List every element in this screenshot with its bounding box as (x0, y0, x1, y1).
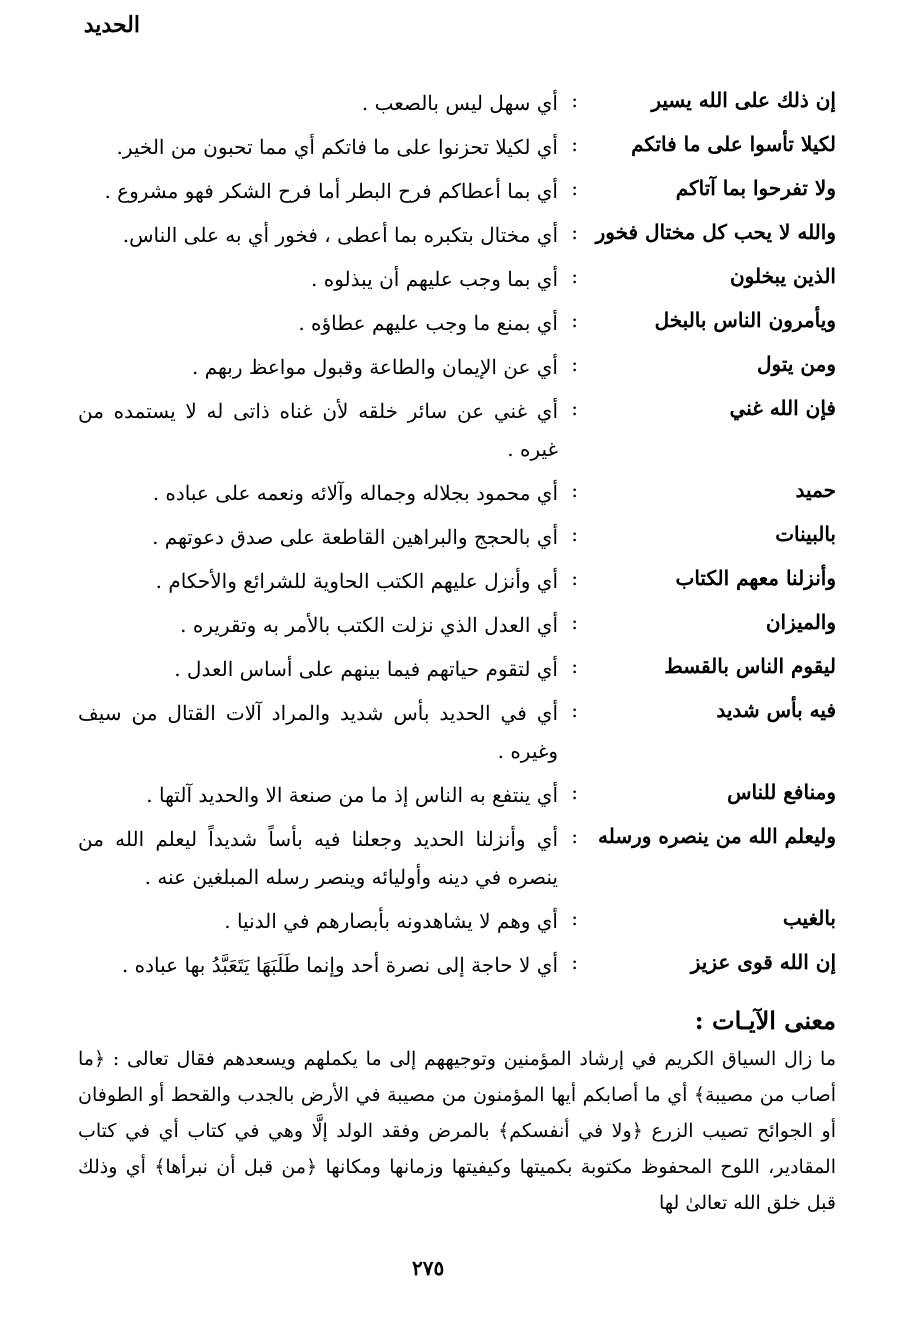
glossary-definition: أي لكيلا تحزنوا على ما فاتكم أي مما تحبون من الخير. (116, 135, 558, 159)
glossary-row (78, 386, 836, 468)
glossary-row (78, 78, 836, 122)
glossary-term: لكيلا تأسوا على ما فاتكم (631, 132, 836, 156)
separator-colon: : (571, 950, 578, 974)
glossary-row (78, 512, 836, 556)
separator-colon: : (571, 308, 578, 332)
glossary-row (78, 896, 836, 940)
glossary-row (78, 342, 836, 386)
separator-colon: : (571, 176, 578, 200)
glossary-row (78, 210, 836, 254)
glossary-term: إن ذلك على الله يسير (651, 88, 836, 112)
glossary-definition: أي وأنزلنا الحديد وجعلنا فيه بأساً شديداً ليعلم الله من ينصره في دينه وأوليائه وينصر رسله المبلغين عنه . (78, 827, 558, 889)
verses-meaning-section (78, 1006, 836, 1221)
glossary-definition: أي مختال بتكبره بما أعطى ، فخور أي به على الناس. (122, 223, 558, 247)
separator-colon: : (571, 132, 578, 156)
separator-colon: : (571, 264, 578, 288)
glossary-term: بالغيب (782, 906, 836, 930)
glossary-term: ولا تفرحوا بما آتاكم (675, 176, 836, 200)
separator-colon: : (571, 88, 578, 112)
running-header: الحديد (83, 12, 140, 38)
glossary-row (78, 688, 836, 770)
glossary-term: ومنافع للناس (727, 780, 836, 804)
glossary-row (78, 468, 836, 512)
section-heading: معنى الآيـات : (694, 1006, 836, 1035)
separator-colon: : (571, 780, 578, 804)
glossary-term: ليقوم الناس بالقسط (664, 654, 836, 678)
glossary-term: ومن يتول (756, 352, 836, 376)
glossary-definition: أي لا حاجة إلى نصرة أحد وإنما طَلَبَهَا يَتَعَبَّدُ بها عباده . (121, 953, 558, 977)
glossary-definition: أي ينتفع به الناس إذ ما من صنعة الا والحديد آلتها . (146, 783, 558, 807)
glossary-definition: أي في الحديد بأس شديد والمراد آلات القتال من سيف وغيره . (78, 701, 558, 763)
glossary-term: والميزان (765, 610, 836, 634)
glossary-term: وأنزلنا معهم الكتاب (675, 566, 836, 590)
glossary-row (78, 770, 836, 814)
section-body: ما زال السياق الكريم في إرشاد المؤمنين وتوجيههم إلى ما يكملهم ويسعدهم فقال تعالى : ﴿ما أصاب من مصيبة﴾ أي ما أصابكم أيها المؤمنون من مصيبة في الأرض بالجدب والقحط أو الطوفان أو الجوائح تصيب الزرع ﴿ولا في أنفسكم﴾ بالمرض وفقد الولد إلَّا وهي في كتاب أي في كتاب المقادير، اللوح المحفوظ مكتوبة بكميتها وكيفيتها وزمانها ومكانها ﴿من قبل أن نبرأها﴾ أي وذلك قبل خلق الله تعالىٰ لها (78, 1048, 836, 1214)
glossary-term: فإن الله غني (729, 396, 836, 420)
glossary-row (78, 254, 836, 298)
glossary-definition: أي بالحجج والبراهين القاطعة على صدق دعوتهم . (152, 525, 558, 549)
separator-colon: : (571, 566, 578, 590)
glossary-row (78, 166, 836, 210)
glossary-row (78, 556, 836, 600)
glossary-row (78, 600, 836, 644)
separator-colon: : (571, 478, 578, 502)
glossary-term: بالبينات (775, 522, 836, 546)
glossary-term: حميد (795, 478, 836, 502)
glossary-definition: أي وأنزل عليهم الكتب الحاوية للشرائع والأحكام . (155, 569, 558, 593)
glossary-row (78, 940, 836, 984)
glossary-definition: أي بما وجب عليهم أن يبذلوه . (311, 267, 558, 291)
glossary-definition: أي عن الإيمان والطاعة وقبول مواعظ ربهم . (192, 355, 558, 379)
glossary-definition: أي محمود بجلاله وجماله وآلائه ونعمه على عباده . (152, 481, 558, 505)
separator-colon: : (571, 654, 578, 678)
glossary-term: إن الله قوى عزيز (690, 950, 836, 974)
glossary-row (78, 644, 836, 688)
glossary-definition: أي سهل ليس بالصعب . (361, 91, 558, 115)
separator-colon: : (571, 610, 578, 634)
glossary-row (78, 298, 836, 342)
glossary-definition: أي غني عن سائر خلقه لأن غناه ذاتى له لا يستمده من غيره . (78, 399, 558, 461)
separator-colon: : (571, 352, 578, 376)
separator-colon: : (571, 396, 578, 420)
glossary-term: ويأمرون الناس بالبخل (654, 308, 836, 332)
glossary-term: الذين يبخلون (729, 264, 836, 288)
glossary-definition: أي بما أعطاكم فرح البطر أما فرح الشكر فهو مشروع . (104, 179, 558, 203)
glossary-term: والله لا يحب كل مختال فخور (595, 220, 836, 244)
glossary-definition: أي العدل الذي نزلت الكتب بالأمر به وتقريره . (180, 613, 558, 637)
glossary-definition: أي وهم لا يشاهدونه بأبصارهم في الدنيا . (224, 909, 558, 933)
separator-colon: : (571, 698, 578, 722)
glossary-term: فيه بأس شديد (716, 698, 836, 722)
separator-colon: : (571, 906, 578, 930)
page-number: ٢٧٥ (412, 1256, 445, 1280)
separator-colon: : (571, 824, 578, 848)
separator-colon: : (571, 220, 578, 244)
glossary-row (78, 814, 836, 896)
glossary (78, 78, 836, 984)
glossary-definition: أي بمنع ما وجب عليهم عطاؤه . (298, 311, 558, 335)
glossary-definition: أي لتقوم حياتهم فيما بينهم على أساس العدل . (174, 657, 558, 681)
glossary-row (78, 122, 836, 166)
glossary-term: وليعلم الله من ينصره ورسله (597, 824, 836, 848)
separator-colon: : (571, 522, 578, 546)
